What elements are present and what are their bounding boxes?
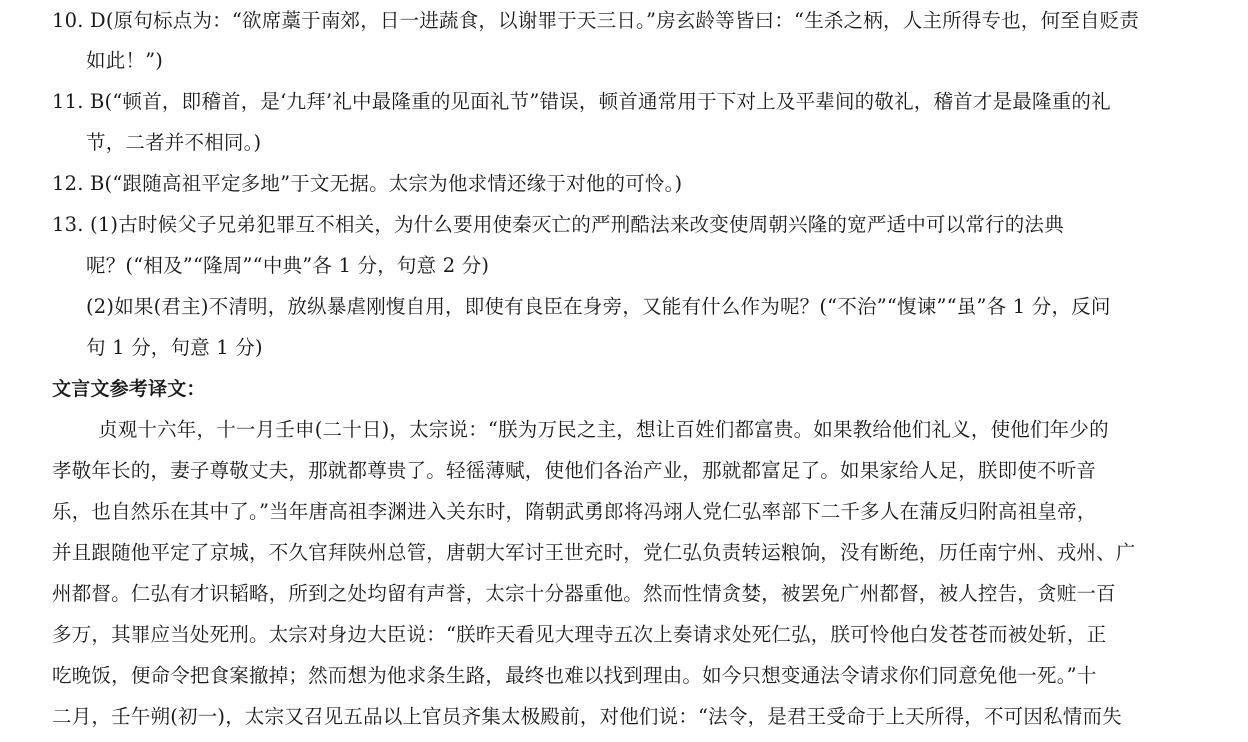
translation-line-6: 多万，其罪应当处死刑。太宗对身边大臣说：“朕昨天看见大理寺五次上奏请求处死仁弘，朕可怜他白发苍苍而被处斩，正 (52, 623, 1107, 646)
translation-heading: 文言文参考译文： (52, 378, 206, 400)
answer-11-line-2: 节，二者并不相同。) (86, 131, 262, 154)
translation-line-2: 孝敬年长的，妻子尊敬丈夫，那就都尊贵了。轻徭薄赋，使他们各治产业，那就都富足了。如果家给人足，朕即使不听音 (52, 459, 1097, 482)
answer-13-line-3: (2)如果(君主)不清明，放纵暴虐刚愎自用，即使有良臣在身旁，又能有什么作为呢？(“不治”“愎谏”“虽”各 1 分，反问 (86, 295, 1111, 318)
answer-10-line-2: 如此！”) (86, 49, 164, 72)
answer-10-line-1: 10. D(原句标点为：“欲席藁于南郊，日一进蔬食，以谢罪于天三日。”房玄龄等皆曰：“生杀之柄，人主所得专也，何至自贬责 (52, 9, 1140, 32)
answer-13-line-2: 呢？(“相及”“隆周”“中典”各 1 分，句意 2 分) (86, 254, 490, 277)
answer-11-line-1: 11. B(“顿首，即稽首，是‘九拜’礼中最隆重的见面礼节”错误，顿首通常用于下对上及平辈间的敬礼，稽首才是最隆重的礼 (52, 90, 1111, 113)
answer-13-line-1: 13. (1)古时候父子兄弟犯罪互不相关，为什么要用使秦灭亡的严刑酷法来改变使周朝兴隆的宽严适中可以常行的法典 (52, 213, 1064, 236)
translation-line-1: 贞观十六年，十一月壬申(二十日)，太宗说：“朕为万民之主，想让百姓们都富贵。如果教给他们礼义，使他们年少的 (98, 418, 1109, 441)
translation-line-5: 州都督。仁弘有才识韬略，所到之处均留有声誉，太宗十分器重他。然而性情贪婪，被罢免广州都督，被人控告，贪赃一百 (52, 582, 1116, 605)
answer-13-line-4: 句 1 分，句意 1 分) (86, 336, 263, 359)
translation-line-7: 吃晚饭，便命令把食案撤掉；然而想为他求条生路，最终也难以找到理由。如今只想变通法令请求你们同意免他一死。”十 (52, 664, 1097, 687)
translation-line-8: 二月，壬午朔(初一)，太宗又召见五品以上官员齐集太极殿前，对他们说：“法令，是君王受命于上天所得，不可因私情而失 (52, 705, 1122, 728)
translation-line-3: 乐，也自然乐在其中了。”当年唐高祖李渊进入关东时，隋朝武勇郎将冯翊人党仁弘率部下二千多人在蒲反归附高祖皇帝， (52, 500, 1097, 523)
translation-line-4: 并且跟随他平定了京城，不久官拜陕州总管，唐朝大军讨王世充时，党仁弘负责转运粮饷，没有断绝，历任南宁州、戎州、广 (52, 541, 1136, 564)
answer-12-line-1: 12. B(“跟随高祖平定多地”于文无据。太宗为他求情还缘于对他的可怜。) (52, 172, 683, 195)
